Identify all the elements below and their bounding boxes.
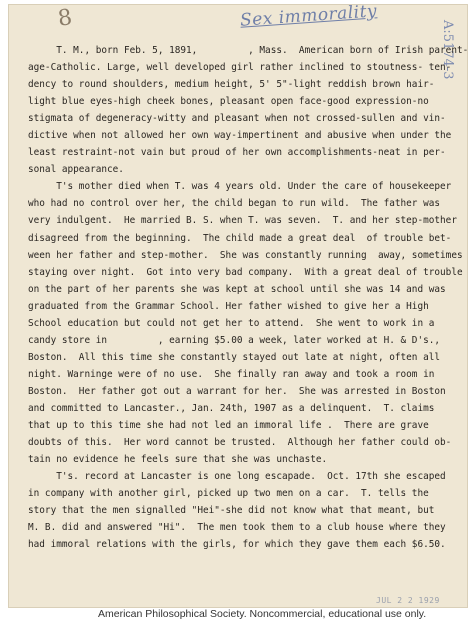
document-line: and committed to Lancaster., Jan. 24th, 1907 as a delinquent. T. claims [28, 402, 435, 414]
document-line: who had no control over her, the child began to run wild. The father was [28, 198, 441, 210]
document-line: age-Catholic. Large, well developed girl rather inclined to stoutness- ten- [28, 62, 452, 74]
document-line: dictive when not allowed her own way-impertinent and abusive when under the [28, 130, 452, 142]
document-line: stigmata of degeneracy-witty and pleasant when not crossed-sullen and vin- [28, 113, 446, 125]
document-line: night. Warninge were of no use. She finally ran away and took a room in [28, 368, 435, 380]
document-line: Boston. All this time she constantly stayed out late at night, often all [28, 351, 441, 363]
document-line: graduated from the Grammar School. Her father wished to give her a High [28, 300, 429, 312]
corner-handwritten-mark: 8 [56, 5, 74, 32]
document-line: T's mother died when T. was 4 years old. Under the care of housekeeper [28, 181, 452, 193]
document-line: doubts of this. Her word cannot be trusted. Although her father could ob- [28, 437, 452, 449]
document-line: T. M., born Feb. 5, 1891, , Mass. American born of Irish parent- [28, 45, 469, 56]
document-line: light blue eyes-high cheek bones, pleasant open face-good expression-no [28, 96, 429, 108]
handwritten-title: Sex immorality [239, 1, 378, 31]
document-line: Boston. Her father got out a warrant for her. She was arrested in Boston [28, 385, 446, 397]
document-line: on the part of her parents she was kept at school until she was 14 and was [28, 283, 446, 295]
document-line: story that the men signalled "Hei"-she did not know what that meant, but [28, 505, 435, 517]
document-line: in company with another girl, picked up two men on a car. T. tells the [28, 488, 429, 500]
date-stamp: JUL 2 2 1929 [376, 596, 440, 605]
document-line: candy store in , earning $5.00 a week, later worked at H. & D's., [28, 334, 441, 346]
handwritten-side-number: A:5174-3 [440, 20, 455, 80]
document-line: least restraint-not vain but proud of her own accomplishments-neat in per- [28, 147, 446, 159]
document-line: T's. record at Lancaster is one long escapade. Oct. 17th she escaped [28, 471, 446, 483]
footer-bar [0, 608, 474, 622]
document-line: had immoral relations with the girls, for which they gave them each $6.50. [28, 539, 446, 551]
footer-credit: American Philosophical Society. Noncommercial, educational use only. [98, 608, 427, 620]
document-line: very indulgent. He married B. S. when T. was seven. T. and her step-mother [28, 215, 457, 227]
document-line: that up to this time she had not led an immoral life . There are grave [28, 420, 429, 432]
document-line: M. B. did and answered "Hi". The men took them to a club house where they [28, 522, 446, 534]
document-line: dency to round shoulders, medium height, 5' 5"-light reddish brown hair- [28, 79, 435, 91]
document-line: staying over night. Got into very bad company. With a great deal of trouble [28, 266, 463, 278]
document-line: School education but could not get her to attend. She went to work in a [28, 317, 435, 329]
document-line: ween her father and step-mother. She was constantly running away, sometimes [28, 249, 463, 261]
document-line: disagreed from the beginning. The child made a great deal of trouble bet- [28, 232, 452, 244]
document-line: sonal appearance. [28, 164, 124, 176]
document-line: tain no evidence he feels sure that she was unchaste. [28, 454, 328, 466]
